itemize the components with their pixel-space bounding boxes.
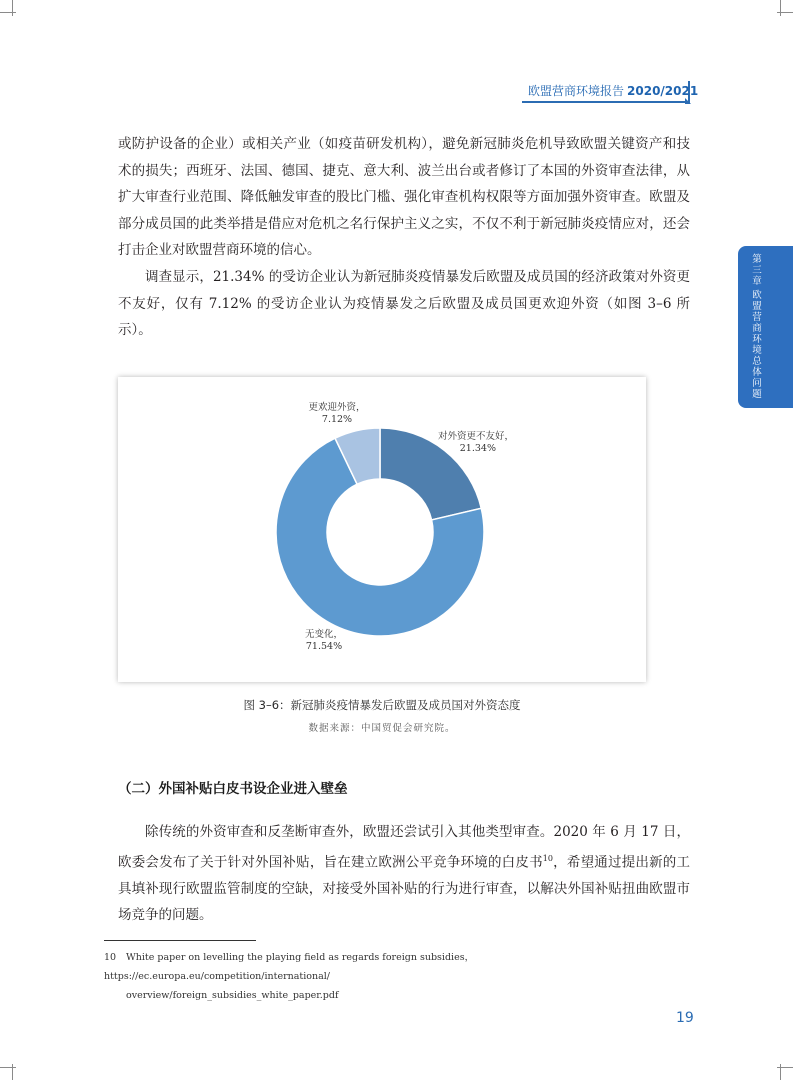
header-corner-mark (685, 98, 691, 104)
slice-value-label: 7.12% (321, 414, 353, 425)
running-header (522, 81, 699, 103)
figure-source: 数据来源：中国贸促会研究院。 (308, 723, 456, 734)
crop-mark (12, 1064, 13, 1080)
body-paragraph: 或防护设备的企业）或相关产业（如疫苗研发机构），避免新冠肺炎危机导致欧盟关键资产和技术的损失；西班牙、法国、德国、捷克、意大利、波兰出台或者修订了本国的外资审查法律，从扩大审查行业范围、降低触发审查的股比门槛、强化审查机构权限等方面加强外资审查。欧盟及部分成员国的此类举措是借应对危机之名行保护主义之实，不仅不利于新冠肺炎疫情应对，还会打击企业对欧盟营商环境的信心。 (118, 136, 690, 259)
footnote-text[interactable]: overview/foreign_subsidies_white_paper.pdf (126, 990, 339, 1001)
slice-value-label: 71.54% (305, 641, 343, 652)
donut-chart-card (118, 377, 646, 682)
section-text: ，希望通过提出新的工具填补现行欧盟监管制度的空缺，对接受外国补贴的行为进行审查，以解决外国补贴扭曲欧盟市场竞争的问题。 (118, 854, 691, 924)
footnote-rule (104, 940, 256, 941)
chapter-side-tab (738, 246, 793, 408)
side-tab-title: 欧盟营商环境总体问题 (752, 290, 762, 400)
body-paragraph: 调查显示，21.34% 的受访企业认为新冠肺炎疫情暴发后欧盟及成员国的经济政策对外资更不友好，仅有 7.12% 的受访企业认为疫情暴发之后欧盟及成员国更欢迎外资（如图 3–6 所示）。 (118, 269, 690, 339)
footnote (104, 948, 692, 1005)
slice-category-label: 对外资更不友好， (438, 431, 515, 442)
header-title: 欧盟营商环境报告 (528, 84, 625, 98)
side-tab-chapter: 第三章 (752, 254, 762, 287)
section-heading: （二）外国补贴白皮书设企业进入壁垒 (118, 781, 348, 797)
footnote-text[interactable]: White paper on levelling the playing field as regards foreign subsidies，https://ec.europa.eu/competition/international/ (104, 952, 475, 982)
footnote-number: 10 (104, 952, 117, 963)
crop-mark (780, 0, 781, 16)
page-number: 19 (676, 1010, 694, 1026)
slice-value-label: 21.34% (459, 443, 496, 454)
crop-mark (0, 1067, 16, 1068)
header-year: 2020/2021 (627, 84, 699, 98)
slice-category-label: 更欢迎外资， (308, 402, 366, 413)
crop-mark (12, 0, 13, 16)
figure-caption: 图 3–6：新冠肺炎疫情暴发后欧盟及成员国对外资态度 (243, 698, 521, 712)
crop-mark (780, 1064, 781, 1080)
footnote-reference[interactable]: 10 (542, 853, 553, 863)
section-text: 除传统的外资审查和反垄断审查外，欧盟还尝试引入其他类型审查。2020 年 6 月 17 日，欧委会发布了关于针对外国补贴，旨在建立欧洲公平竞争环境的白皮书 (118, 824, 690, 871)
crop-mark (0, 12, 16, 13)
slice-category-label: 无变化， (304, 629, 344, 640)
section-paragraph (118, 819, 690, 929)
donut-chart (118, 377, 646, 682)
